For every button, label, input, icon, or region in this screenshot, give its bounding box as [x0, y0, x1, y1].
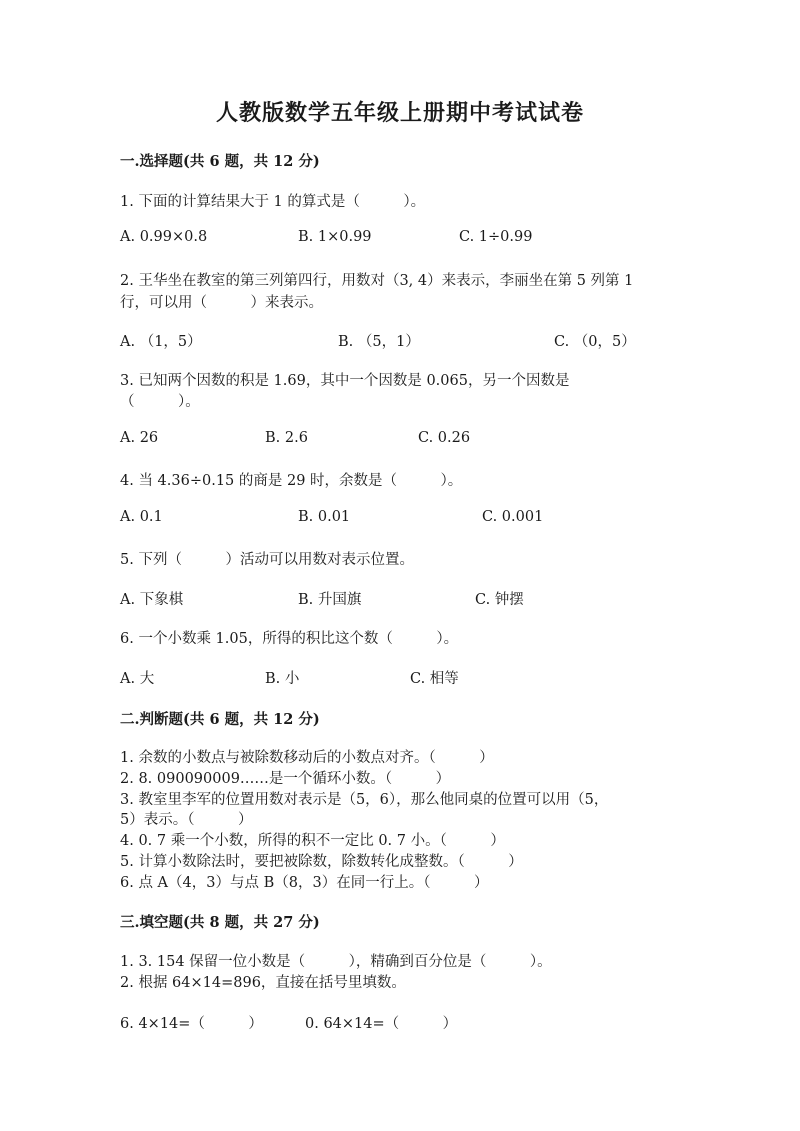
option-a: A. 26 — [120, 430, 159, 446]
section-heading-choice: 一.选择题(共 6 题，共 12 分) — [120, 153, 320, 170]
option-a: A. 下象棋 — [120, 592, 184, 608]
option-a: A. （1，5） — [120, 334, 202, 350]
fill-item: 6. 4×14=（ ） — [120, 1016, 263, 1032]
option-c: C. 相等 — [410, 671, 459, 687]
option-b: B. 升国旗 — [298, 592, 362, 608]
option-b: B. 1×0.99 — [298, 229, 372, 245]
option-c: C. （0，5） — [554, 334, 636, 350]
option-a: A. 0.1 — [120, 509, 163, 525]
question-text: 行，可以用（ ）来表示。 — [120, 295, 323, 311]
option-c: C. 钟摆 — [475, 592, 524, 608]
option-c: C. 1÷0.99 — [459, 229, 533, 245]
option-a: A. 0.99×0.8 — [120, 229, 208, 245]
page-title: 人教版数学五年级上册期中考试试卷 — [215, 100, 584, 126]
section-heading-judge: 二.判断题(共 6 题，共 12 分) — [120, 711, 320, 728]
statement-line: 4. 0. 7 乘一个小数，所得的积不一定比 0. 7 小。（ ） — [120, 833, 505, 849]
fill-item: 0. 64×14=（ ） — [305, 1016, 458, 1032]
statement-line: 3. 教室里李军的位置用数对表示是（5，6），那么他同桌的位置可以用（5， — [120, 792, 609, 808]
question-text: 2. 王华坐在教室的第三列第四行，用数对（3, 4）来表示，李丽坐在第 5 列第 1 — [120, 273, 634, 289]
fill-line: 2. 根据 64×14=896，直接在括号里填数。 — [120, 975, 406, 991]
option-c: C. 0.001 — [482, 509, 544, 525]
option-b: B. 0.01 — [298, 509, 351, 525]
option-a: A. 大 — [120, 671, 155, 687]
question-text: （ ）。 — [120, 394, 200, 410]
question-text: 1. 下面的计算结果大于 1 的算式是（ ）。 — [120, 194, 426, 210]
section-heading-fill: 三.填空题(共 8 题，共 27 分) — [120, 914, 320, 931]
statement-line: 5. 计算小数除法时，要把被除数，除数转化成整数。（ ） — [120, 854, 523, 870]
option-c: C. 0.26 — [418, 430, 471, 446]
option-b: B. 2.6 — [265, 430, 308, 446]
option-b: B. （5，1） — [338, 334, 420, 350]
statement-line: 2. 8. 090090009……是一个循环小数。（ ） — [120, 771, 451, 787]
statement-line: 5）表示。（ ） — [120, 812, 253, 828]
statement-line: 6. 点 A（4，3）与点 B（8，3）在同一行上。（ ） — [120, 875, 489, 891]
statement-line: 1. 余数的小数点与被除数移动后的小数点对齐。（ ） — [120, 750, 494, 766]
question-text: 4. 当 4.36÷0.15 的商是 29 时，余数是（ ）。 — [120, 473, 463, 489]
option-b: B. 小 — [265, 671, 300, 687]
fill-line: 1. 3. 154 保留一位小数是（ ），精确到百分位是（ ）。 — [120, 954, 552, 970]
question-text: 6. 一个小数乘 1.05，所得的积比这个数（ ）。 — [120, 631, 459, 647]
question-text: 5. 下列（ ）活动可以用数对表示位置。 — [120, 552, 414, 568]
question-text: 3. 已知两个因数的积是 1.69，其中一个因数是 0.065，另一个因数是 — [120, 373, 570, 389]
